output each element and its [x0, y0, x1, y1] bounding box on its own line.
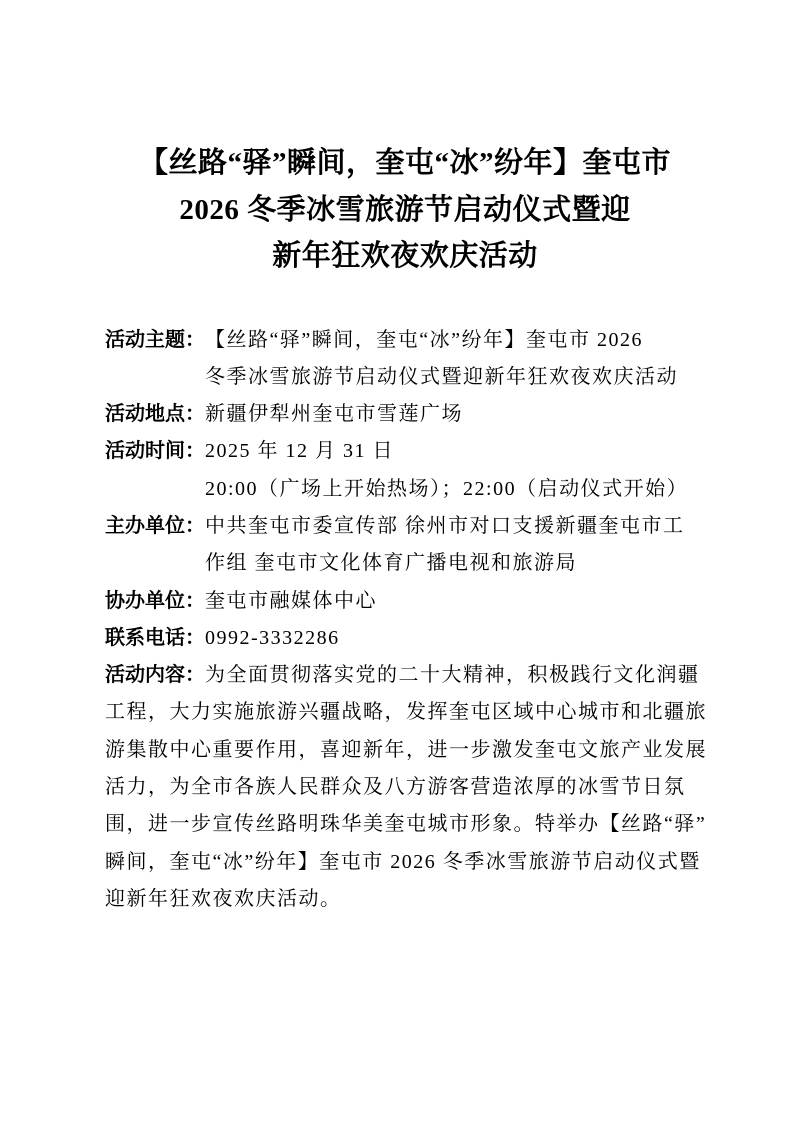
field-line: [105, 433, 793, 470]
activity-time-label: 活动时间：: [105, 440, 205, 463]
field-line: [105, 769, 793, 806]
activity-content-line-1: 为全面贯彻落实党的二十大精神，积极践行文化润疆: [205, 664, 700, 687]
field-contact-phone: [105, 620, 793, 657]
title-line-3: 新年狂欢夜欢庆活动: [272, 240, 538, 272]
field-line: [105, 396, 793, 433]
field-host-organizer: [105, 508, 793, 583]
title-line-2: 2026 冬季冰雪旅游节启动仪式暨迎: [179, 193, 631, 226]
activity-time-date: 2025 年 12 月 31 日: [205, 440, 394, 463]
activity-content-line-6: 瞬间，奎屯“冰”纷年】奎屯市 2026 冬季冰雪旅游节启动仪式暨: [105, 850, 701, 873]
title-line-1: 【丝路“驿”瞬间，奎屯“冰”纷年】奎屯市: [138, 147, 671, 179]
activity-theme-value: 【丝路“驿”瞬间，奎屯“冰”纷年】奎屯市 2026: [205, 328, 644, 351]
field-line: [105, 694, 793, 731]
field-line: [105, 322, 793, 359]
field-line: [105, 471, 793, 508]
field-line: [105, 545, 793, 582]
activity-content-line-7: 迎新年狂欢夜欢庆活动。: [105, 887, 342, 910]
activity-content-line-5: 围，进一步宣传丝路明珠华美奎屯城市形象。特举办【丝路“驿”: [105, 813, 707, 836]
field-line: [105, 508, 793, 545]
field-activity-theme: [105, 322, 793, 397]
activity-time-schedule: 20:00（广场上开始热场）；22:00（启动仪式开始）: [205, 477, 689, 500]
field-line: [105, 620, 793, 657]
document-title: [105, 140, 705, 280]
field-line: [105, 359, 793, 396]
field-co-organizer: [105, 583, 793, 620]
field-line: [105, 881, 793, 918]
field-line: [105, 806, 793, 843]
activity-content-line-3: 游集散中心重要作用，喜迎新年，进一步激发奎屯文旅产业发展: [105, 738, 707, 761]
host-organizer-value-wrap: 作组 奎屯市文化体育广播电视和旅游局: [205, 552, 577, 575]
activity-location-value: 新疆伊犁州奎屯市雪莲广场: [205, 403, 463, 426]
field-line: [105, 583, 793, 620]
co-organizer-label: 协办单位：: [105, 589, 205, 612]
field-line: [105, 657, 793, 694]
contact-phone-label: 联系电话：: [105, 626, 205, 649]
field-activity-location: [105, 396, 793, 433]
activity-content-line-4: 活力，为全市各族人民群众及八方游客营造浓厚的冰雪节日氛: [105, 776, 686, 799]
host-organizer-value: 中共奎屯市委宣传部 徐州市对口支援新疆奎屯市工: [205, 514, 685, 537]
contact-phone-value: 0992-3332286: [205, 626, 340, 649]
activity-content-label: 活动内容：: [105, 664, 205, 687]
field-line: [105, 732, 793, 769]
document-body: [105, 322, 793, 919]
field-line: [105, 844, 793, 881]
co-organizer-value: 奎屯市融媒体中心: [205, 589, 377, 612]
activity-theme-value-wrap: 冬季冰雪旅游节启动仪式暨迎新年狂欢夜欢庆活动: [205, 365, 678, 388]
activity-location-label: 活动地点：: [105, 403, 205, 426]
activity-content-line-2: 工程，大力实施旅游兴疆战略，发挥奎屯区域中心城市和北疆旅: [105, 701, 707, 724]
activity-theme-label: 活动主题：: [105, 328, 205, 351]
field-activity-time: [105, 433, 793, 508]
field-activity-content: [105, 657, 793, 918]
host-organizer-label: 主办单位：: [105, 514, 205, 537]
